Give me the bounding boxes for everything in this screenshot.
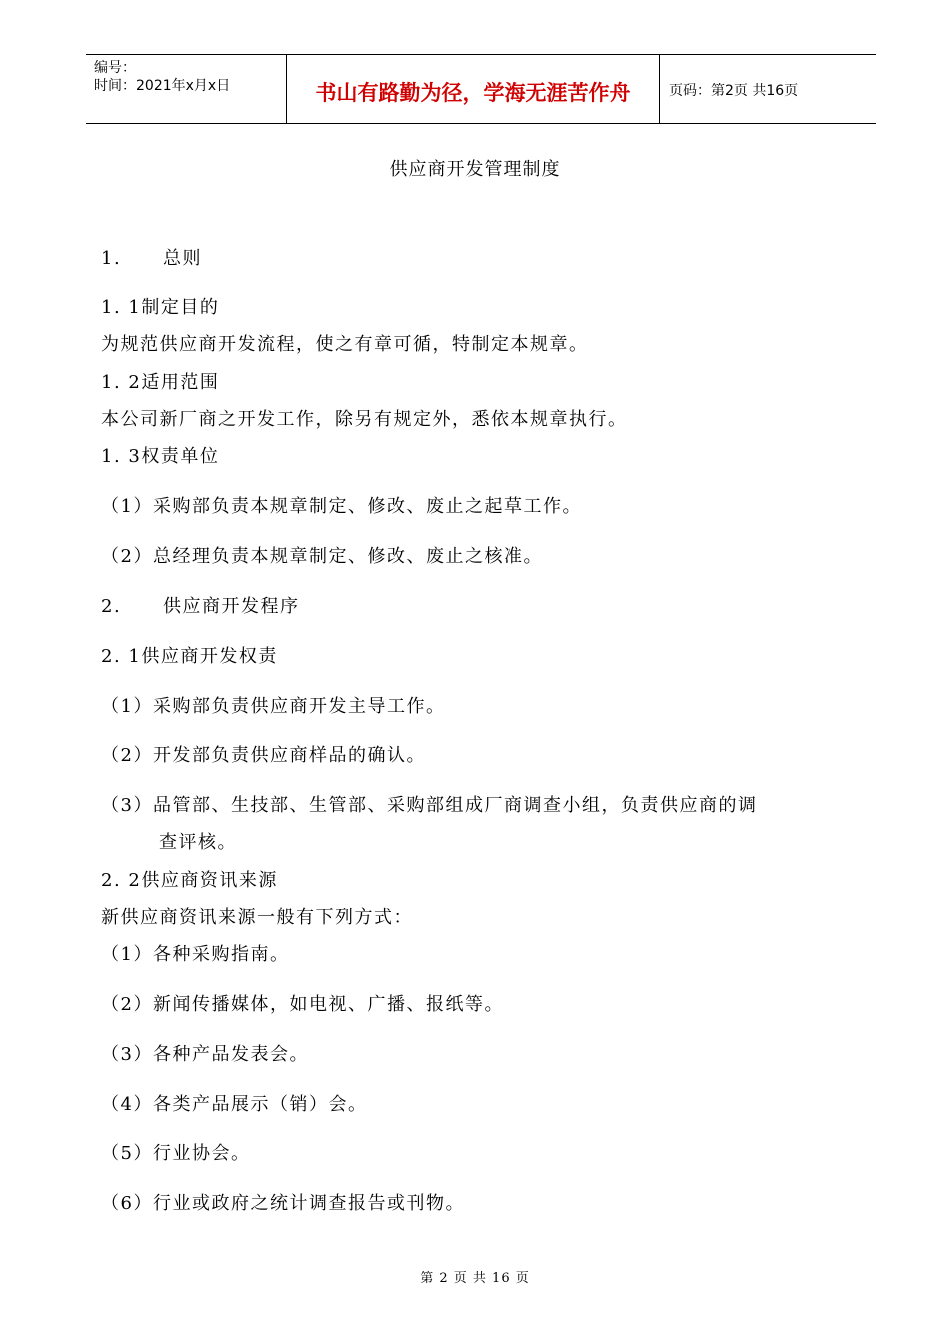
section-1-heading (101, 244, 202, 270)
paragraph: 本公司新厂商之开发工作，除另有规定外，悉依本规章执行。 (101, 409, 628, 430)
subsection-heading: 1. 3权责单位 (101, 446, 220, 467)
list-item: （1）各种采购指南。 (101, 944, 290, 965)
list-item: （3）品管部、生技部、生管部、采购部组成厂商调查小组，负责供应商的调 (101, 795, 758, 816)
section-number: 1. (101, 248, 122, 269)
page-header (86, 54, 876, 124)
document-title: 供应商开发管理制度 (389, 159, 561, 180)
header-time-label: 时间：2021年x月x日 (94, 78, 231, 94)
list-item: （2）开发部负责供应商样品的确认。 (101, 745, 426, 766)
list-item: （5）行业协会。 (101, 1143, 251, 1164)
list-item: （1）采购部负责本规章制定、修改、废止之起草工作。 (101, 496, 582, 517)
header-number-label: 编号： (94, 60, 136, 76)
list-item: （3）各种产品发表会。 (101, 1044, 309, 1065)
header-divider (659, 55, 660, 123)
list-item: （4）各类产品展示（销）会。 (101, 1094, 368, 1115)
paragraph: 新供应商资讯来源一般有下列方式： (101, 907, 413, 928)
subsection-heading: 2. 2供应商资讯来源 (101, 870, 278, 891)
header-meta (94, 59, 286, 95)
subsection-heading: 1. 2适用范围 (101, 372, 220, 393)
subsection-heading: 1. 1制定目的 (101, 297, 220, 318)
section-number: 2. (101, 596, 122, 617)
list-item: （2）总经理负责本规章制定、修改、废止之核准。 (101, 546, 543, 567)
header-page-label: 页码：第2页 共16页 (669, 83, 799, 99)
subsection-heading: 2. 1供应商开发权责 (101, 646, 278, 667)
section-title: 供应商开发程序 (163, 596, 300, 617)
section-2-heading (101, 592, 300, 618)
header-motto: 书山有路勤为径，学海无涯苦作舟 (315, 81, 631, 105)
list-item: （1）采购部负责供应商开发主导工作。 (101, 696, 446, 717)
list-item-continuation: 查评核。 (159, 832, 237, 853)
paragraph: 为规范供应商开发流程，使之有章可循，特制定本规章。 (101, 334, 589, 355)
list-item: （6）行业或政府之统计调查报告或刊物。 (101, 1193, 465, 1214)
page-footer: 第 2 页 共 16 页 (420, 1271, 530, 1286)
section-title: 总则 (163, 248, 202, 269)
list-item: （2）新闻传播媒体，如电视、广播、报纸等。 (101, 994, 504, 1015)
